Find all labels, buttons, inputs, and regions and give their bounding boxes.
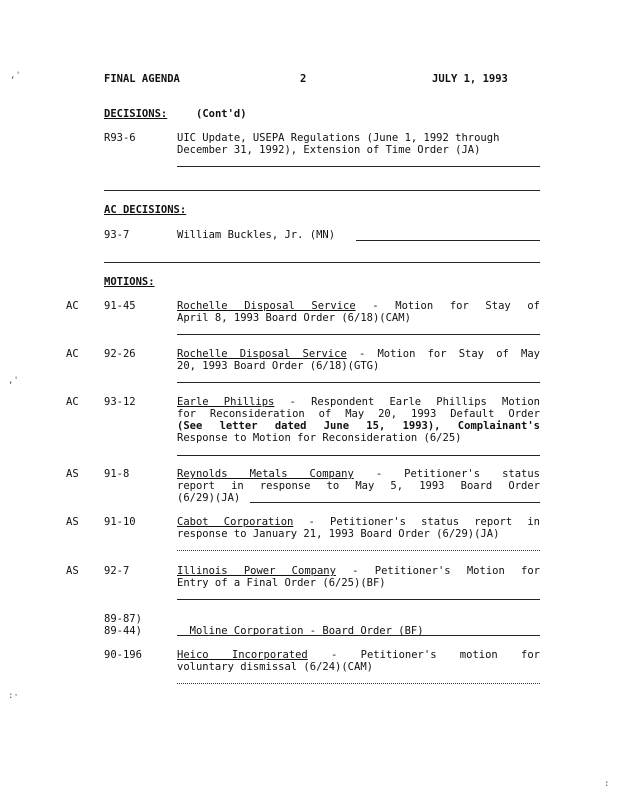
scan-mark: ,' bbox=[8, 376, 19, 386]
motion-party: Earle Phillips bbox=[177, 396, 275, 408]
divider bbox=[177, 635, 540, 636]
decision-text-line: UIC Update, USEPA Regulations (June 1, 1992 through bbox=[177, 132, 500, 144]
divider bbox=[177, 455, 540, 456]
ac-decision-number: 93-7 bbox=[104, 229, 130, 241]
motions-heading: MOTIONS: bbox=[104, 276, 155, 288]
decision-number: R93-6 bbox=[104, 132, 136, 144]
divider bbox=[177, 599, 540, 600]
scan-mark: :· bbox=[8, 691, 19, 701]
divider bbox=[177, 550, 540, 551]
motion-text: Moline Corporation - Board Order (BF) bbox=[189, 625, 424, 637]
motion-number: 91-8 bbox=[104, 468, 130, 480]
motion-party: Rochelle Disposal Service bbox=[177, 348, 347, 360]
motion-number: 89-87) bbox=[104, 613, 142, 625]
motion-party: Illinois Power Company bbox=[177, 565, 336, 577]
motion-tag: AS bbox=[66, 468, 79, 480]
motion-number: 91-10 bbox=[104, 516, 136, 528]
agenda-title: FINAL AGENDA bbox=[104, 73, 180, 85]
motion-number: 90-196 bbox=[104, 649, 142, 661]
motion-number: 91-45 bbox=[104, 300, 136, 312]
page-number: 2 bbox=[300, 73, 307, 85]
motion-party: Heico Incorporated bbox=[177, 649, 308, 661]
divider bbox=[177, 166, 540, 167]
scan-mark: ,' bbox=[10, 71, 21, 81]
motion-party: Rochelle Disposal Service bbox=[177, 300, 356, 312]
divider bbox=[177, 382, 540, 383]
ac-decisions-heading: AC DECISIONS: bbox=[104, 204, 187, 216]
motion-tag: AC bbox=[66, 396, 79, 408]
decision-text-line: December 31, 1992), Extension of Time Order (JA) bbox=[177, 144, 481, 156]
motion-party: Moline Corporation bbox=[189, 625, 304, 637]
motion-tag: AC bbox=[66, 348, 79, 360]
motion-number: 93-12 bbox=[104, 396, 136, 408]
divider bbox=[104, 262, 540, 263]
motion-text: Illinois Power Company - Petitioner's Motion for Entry of a Final Order (6/25)(BF) bbox=[177, 565, 540, 589]
motion-text: Rochelle Disposal Service - Motion for Stay of April 8, 1993 Board Order (6/18)(CAM) bbox=[177, 300, 540, 324]
ac-decision-text: William Buckles, Jr. (MN) bbox=[177, 229, 336, 241]
contd-label: (Cont'd) bbox=[196, 108, 247, 120]
motion-text: Cabot Corporation - Petitioner's status report in response to January 21, 1993 Board Order (6/29)(JA) bbox=[177, 516, 540, 540]
motion-text: Rochelle Disposal Service - Motion for Stay of May 20, 1993 Board Order (6/18)(GTG) bbox=[177, 348, 540, 372]
motion-tag: AC bbox=[66, 300, 79, 312]
divider bbox=[104, 190, 540, 191]
divider bbox=[177, 334, 540, 335]
divider bbox=[177, 683, 540, 684]
motion-party: Cabot Corporation bbox=[177, 516, 294, 528]
motion-tag: AS bbox=[66, 516, 79, 528]
scan-mark: : bbox=[604, 779, 610, 789]
motion-text: Reynolds Metals Company - Petitioner's status report in response to May 5, 1993 Board Order (6/29)(JA) bbox=[177, 468, 540, 504]
motion-number: 89-44) bbox=[104, 625, 142, 637]
motion-text: Earle Phillips - Respondent Earle Phillips Motion for Reconsideration of May 20, 1993 Default Order (See letter dated June 15, 1993), Complainant's Response to Motion for Reconsideration (6/25) bbox=[177, 396, 540, 444]
motion-number: 92-7 bbox=[104, 565, 130, 577]
motion-number: 92-26 bbox=[104, 348, 136, 360]
divider bbox=[250, 502, 540, 503]
motion-party: Reynolds Metals Company bbox=[177, 468, 354, 480]
motion-text: Heico Incorporated - Petitioner's motion for voluntary dismissal (6/24)(CAM) bbox=[177, 649, 540, 673]
motion-tag: AS bbox=[66, 565, 79, 577]
divider bbox=[356, 240, 540, 241]
decisions-heading: DECISIONS: bbox=[104, 108, 168, 120]
agenda-date: JULY 1, 1993 bbox=[432, 73, 508, 85]
